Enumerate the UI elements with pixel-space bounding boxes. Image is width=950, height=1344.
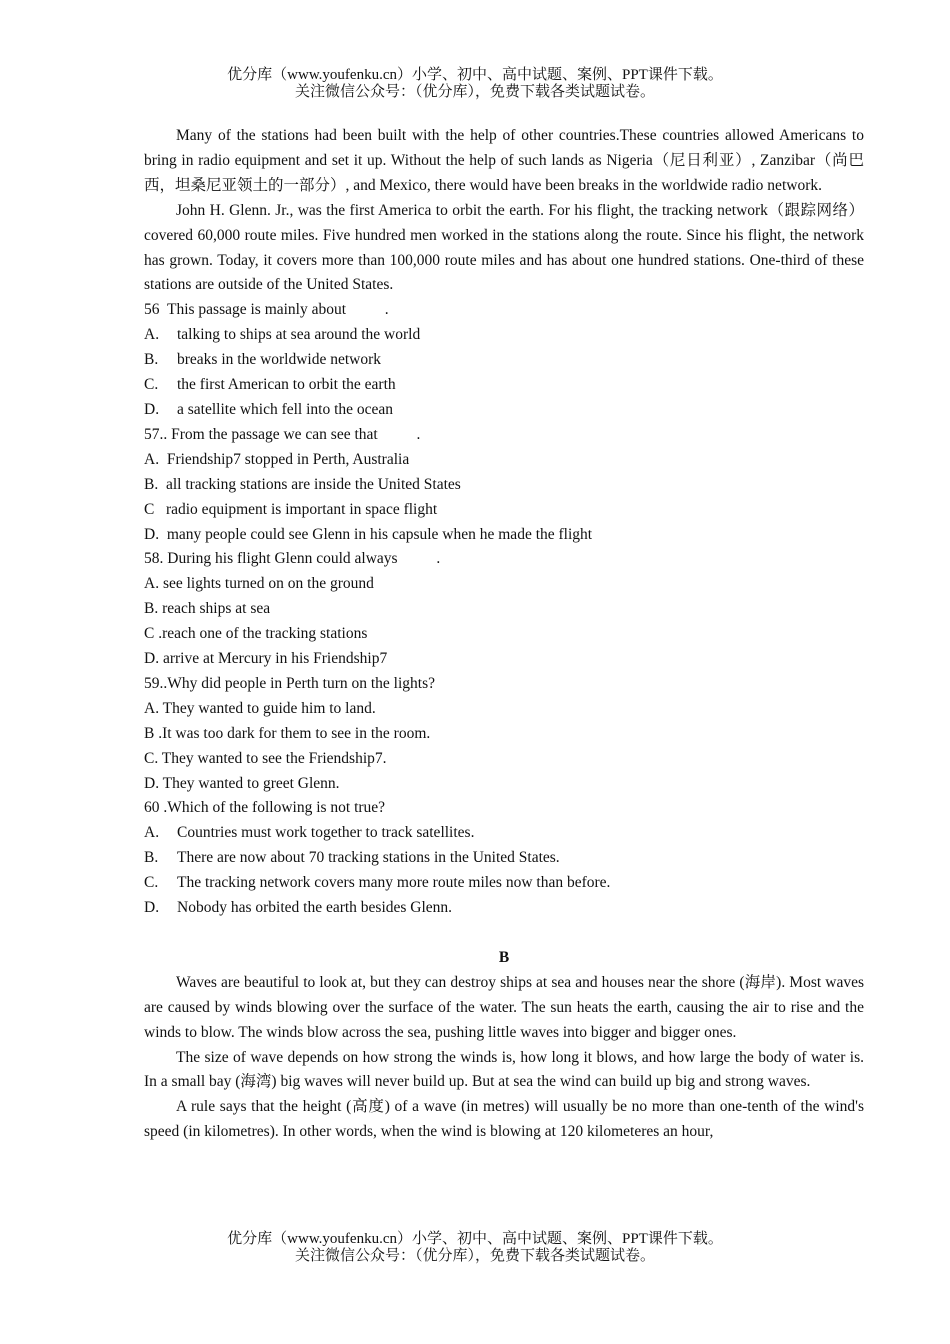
option-letter: B.: [144, 351, 159, 369]
header-line-1: 优分库（www.youfenku.cn）小学、初中、高中试题、案例、PPT课件下载。: [227, 67, 723, 83]
option-letter: A.: [144, 824, 160, 842]
question-56-option-c: [144, 373, 864, 398]
question-59-option-d: D. They wanted to greet Glenn.: [144, 774, 340, 792]
question-58-option-b: B. reach ships at sea: [144, 600, 271, 618]
option-text: There are now about 70 tracking stations in the United States.: [177, 849, 560, 867]
question-56-stem: 56 This passage is mainly about .: [144, 301, 389, 319]
question-58-option-d: D. arrive at Mercury in his Friendship7: [144, 650, 388, 668]
question-60-stem: 60 .Which of the following is not true?: [144, 799, 386, 817]
footer-line-1: 优分库（www.youfenku.cn）小学、初中、高中试题、案例、PPT课件下载。: [227, 1231, 723, 1247]
option-text: breaks in the worldwide network: [177, 351, 382, 369]
option-letter: D.: [144, 899, 160, 917]
option-text: Countries must work together to track satellites.: [177, 824, 475, 842]
question-56-option-b: [144, 348, 864, 373]
passage-a-paragraph: John H. Glenn. Jr., was the first America to orbit the earth. For his flight, the tracking network（跟踪网络） covered 60,000 route miles. Five hundred men worked in the stations along the route. Since his flight, the network has grown. Today, it covers more than 100,000 route miles and has about one hundred stations. One-third of these stations are outside of the United States.: [144, 201, 864, 294]
header-line-2: 关注微信公众号：（优分库），免费下载各类试题试卷。: [294, 84, 655, 100]
question-60-option-c: [144, 871, 864, 896]
question-59-option-a: A. They wanted to guide him to land.: [144, 699, 376, 717]
page-footer: [0, 1231, 950, 1265]
question-59-option-b: B .It was too dark for them to see in the room.: [144, 724, 431, 742]
page-header: [0, 67, 950, 101]
option-letter: B.: [144, 849, 159, 867]
question-59-stem: 59..Why did people in Perth turn on the lights?: [144, 674, 436, 692]
question-60-option-b: [144, 846, 864, 871]
option-text: Nobody has orbited the earth besides Glenn.: [177, 899, 453, 917]
question-59-option-c: C. They wanted to see the Friendship7.: [144, 749, 387, 767]
question-56-option-d: [144, 398, 864, 423]
option-letter: C.: [144, 874, 159, 892]
question-57-option-b: B. all tracking stations are inside the United States: [144, 475, 461, 493]
passage-b-paragraph: A rule says that the height (高度) of a wave (in metres) will usually be no more than one-tenth of the wind's speed (in kilometres). In other words, when the wind is blowing at 120 kilometeres an hour,: [144, 1098, 864, 1141]
option-letter: A.: [144, 326, 160, 344]
passage-b-paragraph: The size of wave depends on how strong the winds is, how long it blows, and how large the body of water is. In a small bay (海湾) big waves will never build up. But at sea the wind can build up big and strong waves.: [144, 1048, 864, 1091]
question-57-option-c: C radio equipment is important in space flight: [144, 500, 438, 518]
option-text: talking to ships at sea around the world: [177, 326, 421, 344]
option-text: the first American to orbit the earth: [177, 376, 396, 394]
document-body: [144, 124, 864, 1145]
footer-line-2: 关注微信公众号：（优分库），免费下载各类试题试卷。: [294, 1248, 655, 1264]
option-text: a satellite which fell into the ocean: [177, 400, 394, 418]
question-57-option-a: A. Friendship7 stopped in Perth, Australia: [144, 450, 410, 468]
passage-b-heading: B: [498, 948, 510, 966]
section-spacer: [144, 921, 864, 946]
question-57-option-d: D. many people could see Glenn in his capsule when he made the flight: [144, 525, 593, 543]
question-58-option-a: A. see lights turned on on the ground: [144, 575, 374, 593]
passage-b-paragraph: Waves are beautiful to look at, but they can destroy ships at sea and houses near the shore (海岸). Most waves are caused by winds blowing over the surface of the water. The sun heats the earth, causing the air to rise and the winds to blow. The winds blow across the sea, pushing little waves into bigger and bigger ones.: [144, 973, 864, 1041]
option-letter: C.: [144, 376, 159, 394]
question-57-stem: 57.. From the passage we can see that .: [144, 425, 421, 443]
passage-a-paragraph: Many of the stations had been built with the help of other countries.These countries allowed Americans to bring in radio equipment and set it up. Without the help of such lands as Nigeria（尼日利亚）, Zanzibar（尚巴西，坦桑尼亚领土的一部分）, and Mexico, there would have been breaks in the worldwide radio network.: [144, 127, 864, 194]
option-letter: D.: [144, 400, 160, 418]
question-58-stem: 58. During his flight Glenn could always .: [144, 550, 441, 568]
question-56-option-a: [144, 323, 864, 348]
question-58-option-c: C .reach one of the tracking stations: [144, 625, 368, 643]
question-60-option-d: [144, 896, 864, 921]
option-text: The tracking network covers many more route miles now than before.: [177, 874, 611, 892]
question-60-option-a: [144, 821, 864, 846]
